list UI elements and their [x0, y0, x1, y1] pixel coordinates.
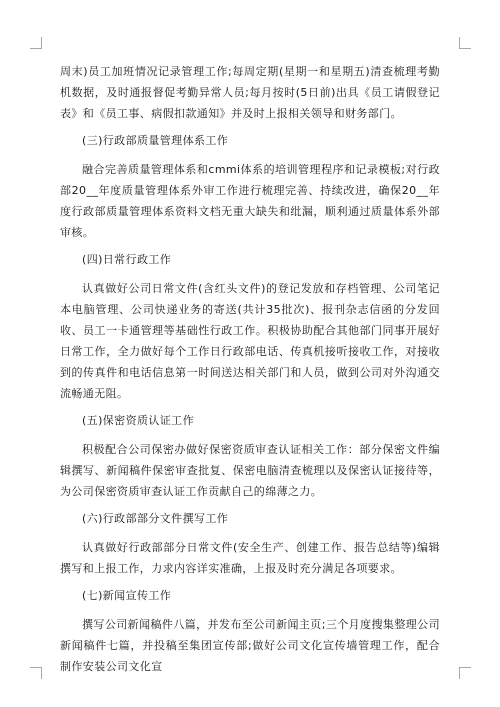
section-heading-document-writing: (六)行政部部分文件撰写工作: [82, 512, 229, 525]
crop-mark-top-left: [30, 37, 42, 49]
paragraph-quality-system: 融合完善质量管理体系和cmmi体系的培训管理程序和记录模板;对行政部20__年度质量管理体系外审工作进行梳理完善、持续改进，确保20__年度行政部质量管理体系资料文档无重大缺失和纰漏，顺利通过质量体系外部审核。: [60, 163, 440, 239]
paragraph-daily-admin: 认真做好公司日常文件(含红头文件)的登记发放和存档管理、公司笔记本电脑管理、公司快递业务的寄送(共计35批次)、报刊杂志信函的分发回收、员工一卡通管理等基础性行政工作。积极协助配合其他部门同事开展好日常工作，全力做好每个工作日行政部电话、传真机接听接收工作，对接收到的传真件和电话信息第一时间送达相关部门和人员，做到公司对外沟通交流畅通无阻。: [60, 282, 440, 400]
crop-mark-top-right: [459, 37, 471, 49]
document-body: [60, 61, 440, 683]
section-heading-news-publicity: (七)新闻宣传工作: [82, 589, 172, 602]
section-heading-security-certification: (五)保密资质认证工作: [82, 414, 194, 427]
paragraph-news-publicity: 撰写公司新闻稿件八篇，并发布至公司新闻主页;三个月度搜集整理公司新闻稿件七篇，并投稿至集团宣传部;做好公司文化宣传墙管理工作，配合制作安装公司文化宣: [60, 618, 440, 673]
crop-mark-bottom-left: [30, 667, 42, 679]
section-heading-quality-system: (三)行政部质量管理体系工作: [82, 134, 229, 147]
paragraph-security-certification: 积极配合公司保密办做好保密资质审查认证相关工作：部分保密文件编辑撰写、新闻稿件保密审查批复、保密电脑清查梳理以及保密认证接待等，为公司保密资质审查认证工作贡献自己的绵薄之力。: [60, 443, 440, 498]
crop-mark-bottom-right: [459, 667, 471, 679]
section-heading-daily-admin: (四)日常行政工作: [82, 253, 172, 266]
paragraph-document-writing: 认真做好行政部部分日常文件(安全生产、创建工作、报告总结等)编辑撰写和上报工作，力求内容详实准确，上报及时充分满足各项要求。: [60, 541, 440, 575]
paragraph-continuation: 周末)员工加班情况记录管理工作;每周定期(星期一和星期五)清查梳理考勤机数据，及时通报督促考勤异常人员;每月按时(5日前)出具《员工请假登记表》和《员工事、病假扣款通知》并及时上报相关领导和财务部门。: [60, 65, 440, 120]
